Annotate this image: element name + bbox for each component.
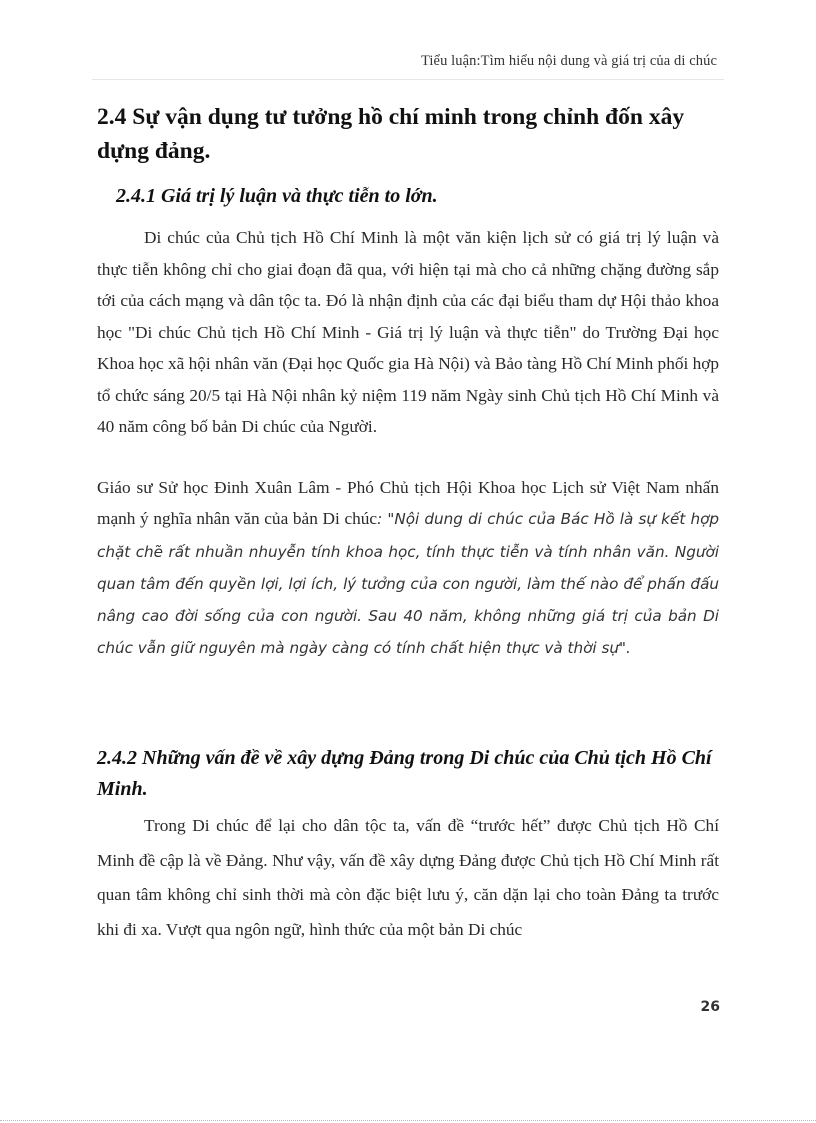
section-heading: 2.4 Sự vận dụng tư tưởng hồ chí minh trong chỉnh đốn xây dựng đảng.: [97, 104, 685, 164]
subsection-heading-2-4-1: 2.4.1 Giá trị lý luận và thực tiễn to lớn.: [116, 185, 438, 207]
paragraph-2-4-1-2: [97, 472, 719, 665]
paragraph-lead: Giáo sư Sử học Đinh Xuân Lâm - Phó Chủ tịch Hội Khoa học Lịch sử Việt Nam nhấn mạnh ý nghĩa nhân văn của bản Di chúc: [97, 478, 719, 529]
header-rule: [92, 79, 724, 80]
paragraph-2-4-2-1: Trong Di chúc để lại cho dân tộc ta, vấn đề “trước hết” được Chủ tịch Hồ Chí Minh đề cập là về Đảng. Như vậy, vấn đề xây dựng Đảng được Chủ tịch Hồ Chí Minh rất quan tâm không chỉ sinh thời mà còn đặc biệt lưu ý, căn dặn lại cho toàn Đảng ta trước khi đi xa. Vượt qua ngôn ngữ, hình thức của một bản Di chúc: [97, 816, 719, 939]
page-number: 26: [700, 999, 720, 1015]
running-header: Tiểu luận:Tìm hiểu nội dung và giá trị của di chúc: [420, 53, 717, 69]
paragraph-2-4-1-1: Di chúc của Chủ tịch Hồ Chí Minh là một văn kiện lịch sử có giá trị lý luận và thực tiễn không chỉ cho giai đoạn đã qua, với hiện tại mà cho cả những chặng đường sắp tới của cách mạng và dân tộc ta. Đó là nhận định của các đại biểu tham dự Hội thảo khoa học "Di chúc Chủ tịch Hồ Chí Minh - Giá trị lý luận và thực tiễn" do Trường Đại học Khoa học xã hội nhân văn (Đại học Quốc gia Hà Nội) và Bảo tàng Hồ Chí Minh phối hợp tổ chức sáng 20/5 tại Hà Nội nhân kỷ niệm 119 năm Ngày sinh Chủ tịch Hồ Chí Minh và 40 năm công bố bản Di chúc của Người.: [97, 228, 720, 436]
subsection-heading-2-4-2: 2.4.2 Những vấn đề về xây dựng Đảng trong Di chúc của Chủ tịch Hồ Chí Minh.: [97, 747, 712, 800]
footer-dotted-line: [0, 1120, 816, 1121]
quotation: : "Nội dung di chúc của Bác Hồ là sự kết hợp chặt chẽ rất nhuần nhuyễn tính khoa học, tính thực tiễn và tính nhân văn. Người quan tâm đến quyền lợi, lợi ích, lý tưởng của con người, làm thế nào để phấn đấu nâng cao đời sống của con người. Sau 40 năm, không những giá trị của bản Di chúc vẫn giữ nguyên mà ngày càng có tính chất hiện thực và thời sự".: [97, 510, 719, 658]
